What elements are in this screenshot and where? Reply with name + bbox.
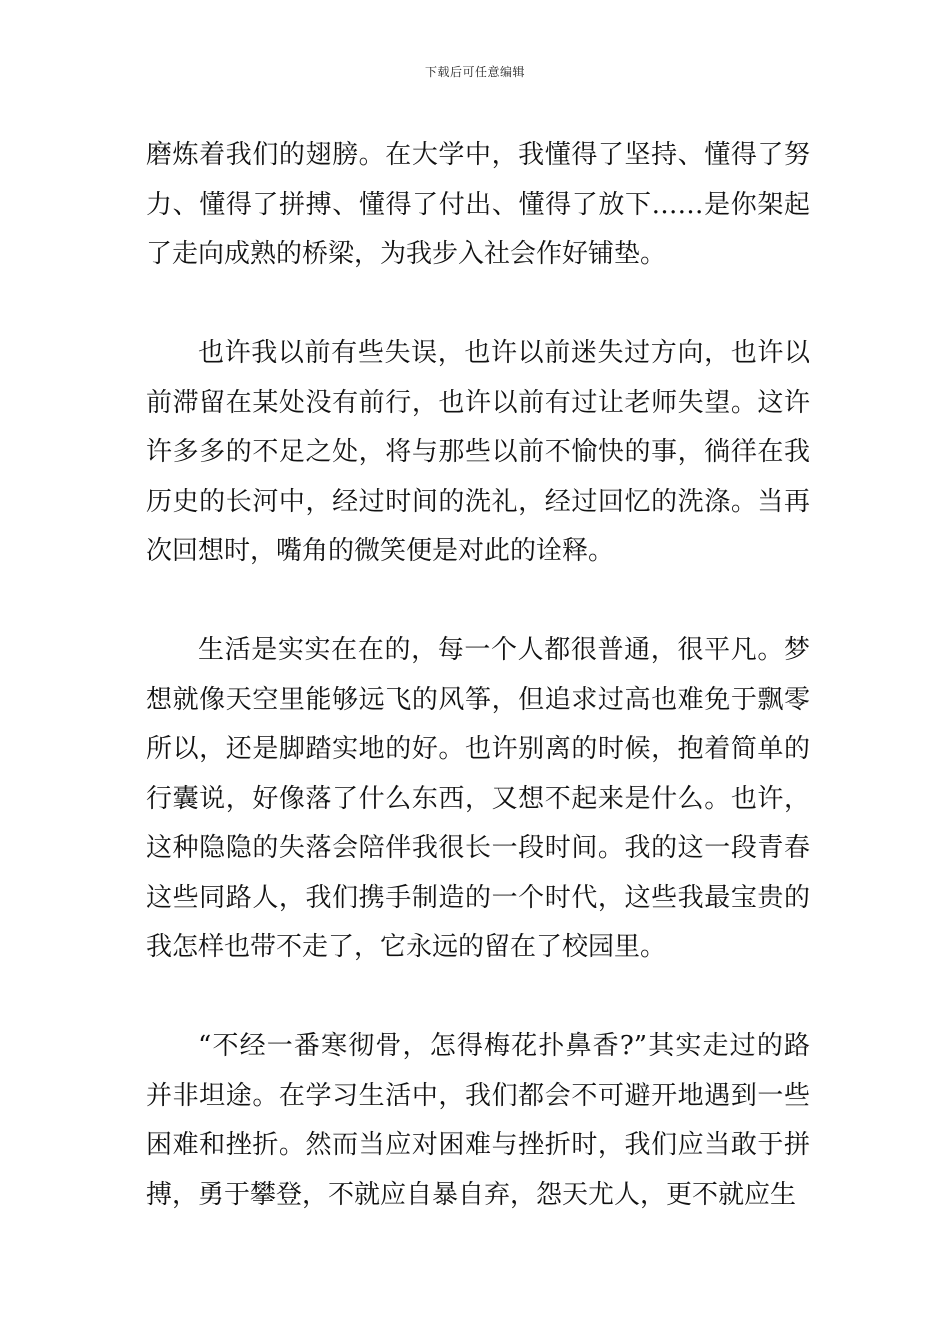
paragraph-3: 生活是实实在在的，每一个人都很普通，很平凡。梦想就像天空里能够远飞的风筝，但追求过高也难免于飘零所以，还是脚踏实地的好。也许别离的时候，抱着简单的行囊说，好像落了什么东西，又想不起来是什么。也许，这种隐隐的失落会陪伴我很长一段时间。我的这一段青春这些同路人，我们携手制造的一个时代，这些我最宝贵的我怎样也带不走了，它永远的留在了校园里。 [146, 635, 810, 962]
document-body [146, 131, 810, 1220]
paragraph-gap [146, 577, 810, 627]
paragraph-4: “不经一番寒彻骨，怎得梅花扑鼻香?”其实走过的路并非坦途。在学习生活中，我们都会不可避开地遇到一些困难和挫折。然而当应对困难与挫折时，我们应当敢于拼搏，勇于攀登，不就应自暴自弃，怨天尤人，更不就应生 [146, 1031, 810, 1210]
paragraph-2: 也许我以前有些失误，也许以前迷失过方向，也许以前滞留在某处没有前行，也许以前有过让老师失望。这许许多多的不足之处，将与那些以前不愉快的事，徜徉在我历史的长河中，经过时间的洗礼，经过回忆的洗涤。当再次回想时，嘴角的微笑便是对此的诠释。 [146, 338, 810, 566]
paragraph-gap [146, 280, 810, 330]
page-header: 下载后可任意编辑 [424, 65, 525, 79]
paragraph-gap [146, 973, 810, 1023]
paragraph-1: 磨炼着我们的翅膀。在大学中，我懂得了坚持、懂得了努力、懂得了拼搏、懂得了付出、懂得了放下……是你架起了走向成熟的桥梁，为我步入社会作好铺垫。 [146, 140, 810, 269]
